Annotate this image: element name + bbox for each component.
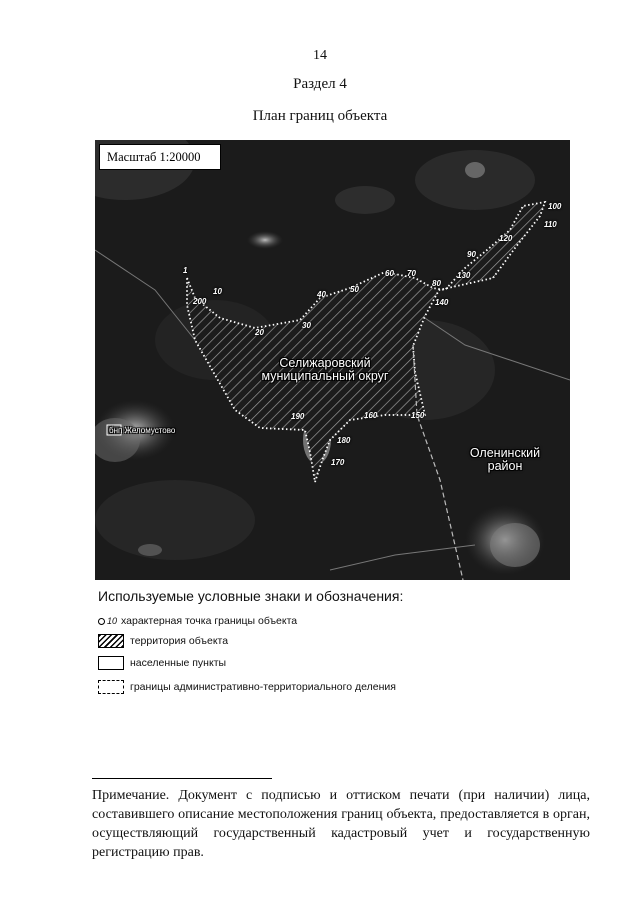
settlement-swatch-icon [98, 656, 124, 670]
footnote-rule [92, 778, 272, 779]
boundary-map [95, 140, 570, 580]
page-number: 14 [313, 48, 327, 63]
boundary-point-120: 120 [499, 234, 513, 243]
boundary-point-50: 50 [350, 285, 359, 294]
boundary-point-130: 130 [457, 271, 471, 280]
legend-label: характерная точка границы объекта [121, 615, 298, 627]
boundary-point-100: 100 [548, 202, 562, 211]
boundary-point-70: 70 [407, 269, 416, 278]
legend-item-point [98, 614, 297, 628]
boundary-point-150: 150 [411, 411, 425, 420]
boundary-point-20: 20 [255, 328, 264, 337]
legend-point-sample: 10 [107, 616, 118, 626]
legend-label: населенные пункты [130, 657, 227, 669]
boundary-point-170: 170 [331, 458, 345, 467]
legend-item-territory [98, 634, 228, 648]
boundary-point-10: 10 [213, 287, 222, 296]
boundary-point-symbol [98, 614, 117, 628]
boundary-point-60: 60 [385, 269, 394, 278]
object-territory [187, 202, 545, 482]
boundary-point-140: 140 [435, 298, 449, 307]
boundary-point-80: 80 [432, 279, 441, 288]
boundary-point-110: 110 [544, 220, 557, 229]
settlement-label: бнп Желомустово [109, 426, 176, 435]
district-label: Селижаровский муниципальный округ [261, 356, 389, 383]
footnote: Примечание. Документ с подписью и оттиском печати (при наличии) лица, составившего описание местоположения границ объекта, предоставляется в орган, осуществляющий государственный кадастровый учет и государственную регистрацию прав. [92, 788, 590, 860]
point-dot-icon [98, 618, 105, 625]
boundary-point-90: 90 [467, 250, 476, 259]
boundary-point-160: 160 [364, 411, 378, 420]
neighbor-district-label: Оленинский район [469, 446, 541, 473]
hatch-swatch-icon [98, 634, 124, 648]
legend-label: границы административно-территориального деления [130, 681, 396, 693]
legend-label: территория объекта [130, 635, 229, 647]
boundary-point-30: 30 [302, 321, 311, 330]
boundary-point-40: 40 [317, 290, 326, 299]
boundary-point-1: 1 [183, 266, 188, 275]
legend-item-settlements [98, 656, 226, 670]
legend-item-admin-boundaries [98, 680, 396, 694]
map-scale: Масштаб 1:20000 [99, 144, 221, 170]
dashed-boundary-swatch-icon [98, 680, 124, 694]
legend-title: Используемые условные знаки и обозначения: [98, 588, 404, 604]
section-heading: Раздел 4 [293, 76, 347, 92]
boundary-point-200: 200 [193, 297, 207, 306]
plan-title: План границ объекта [252, 108, 388, 124]
boundary-point-190: 190 [291, 412, 305, 421]
boundary-point-180: 180 [337, 436, 351, 445]
